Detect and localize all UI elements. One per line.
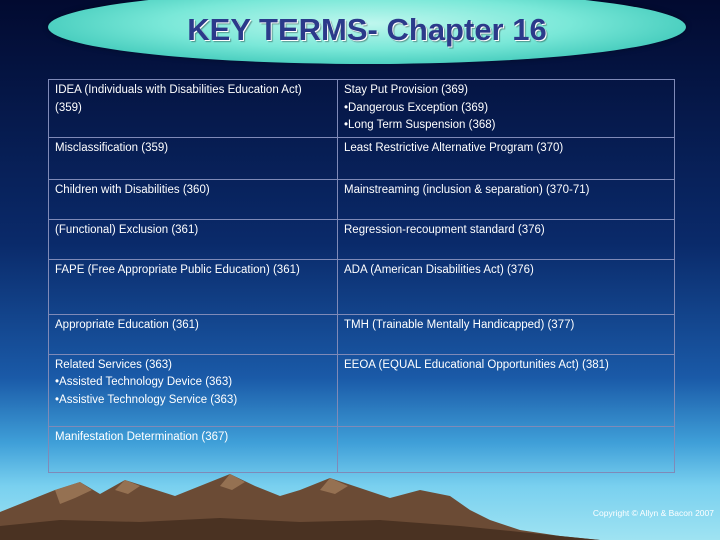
- term-text: Misclassification (359): [55, 141, 169, 154]
- term-text: Mainstreaming (inclusion & separation) (370-71): [344, 183, 590, 196]
- term-cell-right: [338, 219, 675, 259]
- term-text: Appropriate Education (361): [55, 318, 199, 331]
- term-cell-right: [338, 354, 675, 426]
- term-cell-right: [338, 137, 675, 179]
- term-text: IDEA (Individuals with Disabilities Education Act) (359): [55, 84, 302, 114]
- copyright-text: Copyright © Allyn & Bacon 2007: [592, 508, 714, 518]
- term-text: (Functional) Exclusion (361): [55, 223, 199, 236]
- table-row: [49, 219, 675, 259]
- table-row: [49, 80, 675, 138]
- term-text: •Long Term Suspension (368): [344, 119, 496, 131]
- term-cell-right: [338, 80, 675, 138]
- term-text: Stay Put Provision (369): [344, 84, 469, 96]
- term-text: •Dangerous Exception (369): [344, 101, 489, 114]
- term-cell-left: [49, 179, 338, 219]
- term-text: •Assistive Technology Service (363): [55, 393, 238, 406]
- term-text: Regression-recoupment standard (376): [344, 223, 545, 236]
- term-cell-left: [49, 80, 338, 138]
- table-row: [49, 179, 675, 219]
- term-cell-left: [49, 137, 338, 179]
- table-row: [49, 314, 675, 354]
- key-terms-table: [48, 79, 675, 473]
- term-text: Least Restrictive Alternative Program (370): [344, 141, 564, 154]
- term-cell-left: [49, 259, 338, 314]
- term-text: Manifestation Determination (367): [55, 430, 229, 443]
- term-text: Children with Disabilities (360): [55, 183, 210, 196]
- table-row: [49, 259, 675, 314]
- term-cell-left: [49, 314, 338, 354]
- table-row: [49, 354, 675, 426]
- term-text: •Assisted Technology Device (363): [55, 376, 233, 388]
- term-text: ADA (American Disabilities Act) (376): [344, 263, 534, 276]
- term-text: Related Services (363): [55, 358, 172, 371]
- term-cell-left: [49, 354, 338, 426]
- term-text: FAPE (Free Appropriate Public Education) (361): [55, 263, 300, 276]
- term-cell-left: [49, 219, 338, 259]
- term-text: EEOA (EQUAL Educational Opportunities Act) (381): [344, 358, 609, 371]
- term-cell-right: [338, 314, 675, 354]
- term-text: TMH (Trainable Mentally Handicapped) (377): [344, 318, 575, 331]
- mountain-range-image: [0, 460, 720, 540]
- slide-title: KEY TERMS- Chapter 16: [187, 12, 547, 47]
- term-cell-right: [338, 179, 675, 219]
- table-row: [49, 137, 675, 179]
- term-cell-right: [338, 259, 675, 314]
